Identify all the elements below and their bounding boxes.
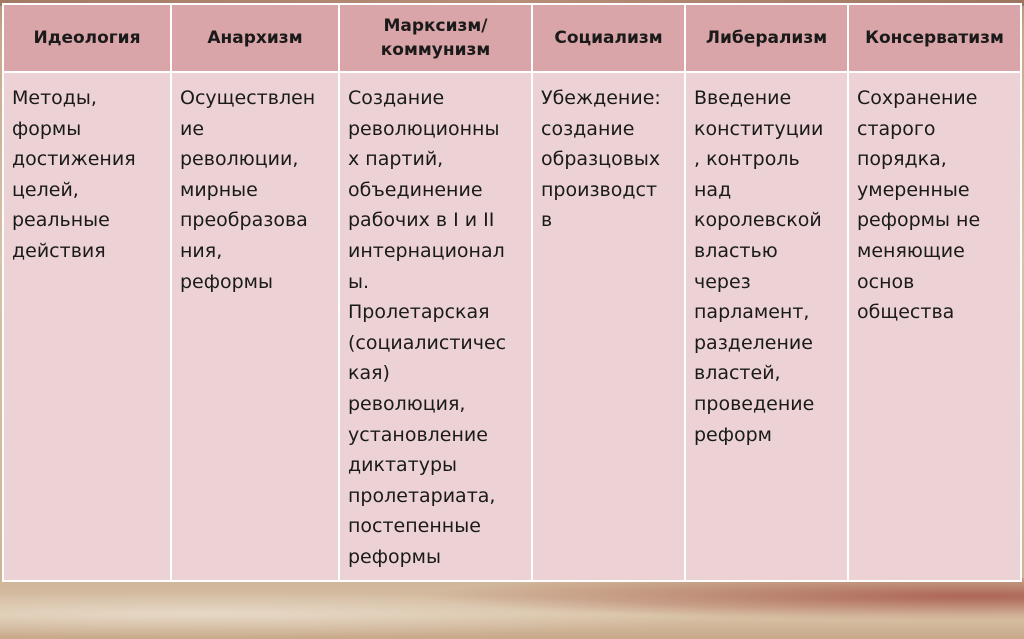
cell-socialism-methods [532, 72, 685, 581]
header-label: Анархизм [207, 28, 303, 48]
cell-text: Введение конституции , контроль над королевской властью через парламент, разделение властей, проведение реформ [694, 87, 824, 446]
cell-text: Убеждение: создание образцовых производст в [541, 87, 661, 232]
header-label: Консерватизм [865, 28, 1004, 48]
cell-liberalism-methods [685, 72, 848, 581]
cell-methods-label [3, 72, 171, 581]
cell-text: Методы, формы достижения целей, реальные действия [12, 87, 136, 262]
header-label: Социализм [554, 28, 663, 48]
header-label: Либерализм [705, 28, 828, 48]
cell-text: Создание революционны х партий, объединение рабочих в I и II интернационал ы. Пролетарская (социалистичес кая) революция, установление диктатуры пролетариата, постепенные реформы [348, 87, 507, 568]
table-row [3, 72, 1021, 581]
cell-anarchism-methods [171, 72, 339, 581]
cell-conservatism-methods [848, 72, 1021, 581]
header-label: Марксизм/ коммунизм [380, 16, 491, 60]
header-marxism-communism [339, 4, 532, 72]
background-decoration [0, 578, 1024, 639]
header-socialism [532, 4, 685, 72]
header-conservatism [848, 4, 1021, 72]
cell-marxism-methods [339, 72, 532, 581]
header-anarchism [171, 4, 339, 72]
ideology-comparison-table [2, 3, 1022, 582]
header-ideology [3, 4, 171, 72]
table-header-row [3, 4, 1021, 72]
cell-text: Осуществлен ие революции, мирные преобразова ния, реформы [180, 87, 316, 293]
header-liberalism [685, 4, 848, 72]
cell-text: Сохранение старого порядка, умеренные реформы не меняющие основ общества [857, 87, 981, 324]
header-label: Идеология [33, 28, 141, 48]
